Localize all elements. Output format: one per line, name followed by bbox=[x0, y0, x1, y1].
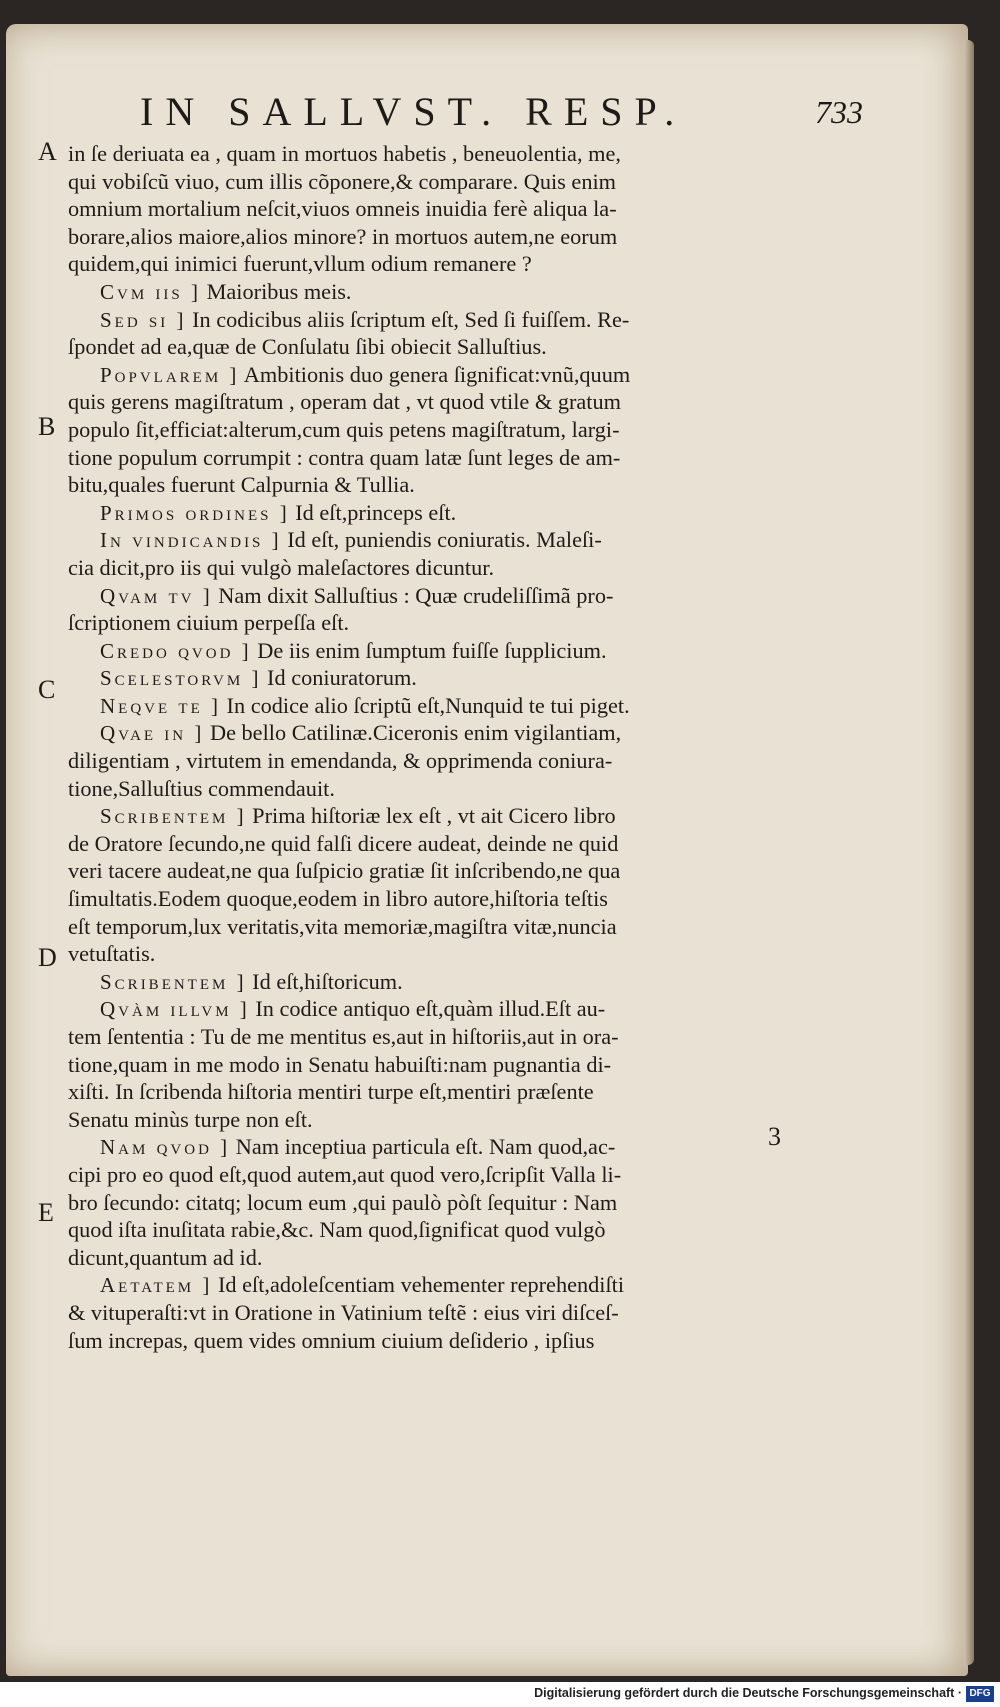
text-line bbox=[68, 1189, 748, 1217]
margin-letter-a: A bbox=[38, 137, 57, 166]
text-line bbox=[68, 995, 748, 1023]
line-text: Id eſt,hiſtoricum. bbox=[246, 968, 403, 994]
line-text: quis gerens magiſtratum , operam dat , vt quod vtile & gratum bbox=[68, 389, 621, 415]
line-text: tione,Salluſtius commendauit. bbox=[68, 775, 335, 801]
lemma: Qvàm illvm ] bbox=[100, 997, 250, 1022]
text-line bbox=[68, 830, 748, 858]
line-text: ſcriptionem ciuium perpeſſa eſt. bbox=[68, 610, 350, 636]
text-line bbox=[68, 471, 748, 499]
text-line bbox=[68, 582, 748, 610]
line-text: qui vobiſcũ viuo, cum illis cõponere,& comparare. Quis enim bbox=[68, 168, 617, 194]
line-text: Id coniuratorum. bbox=[261, 665, 417, 691]
lemma: Sed si ] bbox=[100, 307, 187, 332]
lemma: Credo qvod ] bbox=[100, 638, 252, 663]
line-text: & vituperaſti:vt in Oratione in Vatinium teſtẽ : eius viri diſceſ- bbox=[68, 1299, 619, 1325]
margin-letter-c: C bbox=[38, 675, 56, 704]
line-text: xiſti. In ſcribenda hiſtoria mentiri turpe eſt,mentiri præſente bbox=[68, 1079, 594, 1105]
text-line bbox=[68, 499, 748, 527]
page-number: 733 bbox=[815, 94, 863, 130]
text-line bbox=[68, 278, 748, 306]
text-line bbox=[68, 168, 748, 196]
line-text: cipi pro eo quod eſt,quod autem,aut quod vero,ſcripſit Valla li- bbox=[68, 1161, 622, 1187]
text-line bbox=[68, 1078, 748, 1106]
page-edge bbox=[964, 40, 974, 1665]
text-line bbox=[68, 857, 748, 885]
text-line bbox=[68, 306, 748, 334]
line-text: de Oratore ſecundo,ne quid falſi dicere audeat, deinde ne quid bbox=[68, 830, 619, 856]
lemma: Scelestorvm ] bbox=[100, 666, 262, 691]
line-text: Id eſt, puniendis coniuratis. Maleſi- bbox=[281, 527, 602, 553]
footer-credit: Digitalisierung gefördert durch die Deutsche Forschungsgemeinschaft · bbox=[534, 1686, 962, 1700]
text-line bbox=[68, 1161, 748, 1189]
text-line bbox=[68, 1299, 748, 1327]
lemma: Popvlarem ] bbox=[100, 362, 240, 387]
text-line bbox=[68, 692, 748, 720]
line-text: In codice antiquo eſt,quàm illud.Eſt au- bbox=[249, 996, 606, 1022]
line-text: tione,quam in me modo in Senatu habuiſti:nam pugnantia di- bbox=[68, 1051, 612, 1077]
text-line bbox=[68, 802, 748, 830]
text-line bbox=[68, 388, 748, 416]
line-text: eſt temporum,lux veritatis,vita memoriæ,magiſtra vitæ,nuncia bbox=[68, 913, 617, 939]
text-line bbox=[68, 968, 748, 996]
margin-mark: 3 bbox=[768, 1122, 781, 1151]
text-line bbox=[68, 444, 748, 472]
text-line bbox=[68, 1106, 748, 1134]
line-text: De bello Catilinæ.Ciceronis enim vigilantiam, bbox=[204, 720, 622, 746]
line-text: veri tacere audeat,ne qua ſuſpicio gratiæ ſit inſcribendo,ne qua bbox=[68, 858, 621, 884]
line-text: in ſe deriuata ea , quam in mortuos habetis , beneuolentia, me, bbox=[68, 141, 621, 166]
line-text: populo ſit,efficiat:alterum,cum quis petens magiſtratum, largi- bbox=[68, 416, 620, 442]
text-line bbox=[68, 526, 748, 554]
dfg-logo: DFG bbox=[966, 1686, 994, 1702]
line-text: ſum increpas, quem vides omnium ciuium deſiderio , ipſius bbox=[68, 1327, 595, 1353]
commentary-text bbox=[68, 140, 748, 1354]
lemma: Primos ordines ] bbox=[100, 500, 290, 525]
text-line bbox=[68, 609, 748, 637]
text-line bbox=[68, 719, 748, 747]
line-text: In codicibus aliis ſcriptum eſt, Sed ſi fuiſſem. Re- bbox=[186, 306, 630, 332]
text-line bbox=[68, 775, 748, 803]
line-text: ſpondet ad ea,quæ de Conſulatu ſibi obiecit Salluſtius. bbox=[68, 334, 547, 360]
text-line bbox=[68, 361, 748, 389]
lemma: Scribentem ] bbox=[100, 969, 247, 994]
line-text: bitu,quales fuerunt Calpurnia & Tullia. bbox=[68, 472, 415, 498]
line-text: quidem,qui inimici fuerunt,vllum odium remanere ? bbox=[68, 251, 532, 277]
text-line bbox=[68, 1023, 748, 1051]
line-text: Prima hiſtoriæ lex eſt , vt ait Cicero libro bbox=[246, 803, 616, 829]
footer-bar bbox=[0, 1682, 1000, 1707]
text-line bbox=[68, 250, 748, 278]
lemma: Scribentem ] bbox=[100, 804, 247, 829]
line-text: ſimultatis.Eodem quoque,eodem in libro autore,hiſtoria teſtis bbox=[68, 886, 608, 912]
line-text: De iis enim ſumptum fuiſſe ſupplicium. bbox=[251, 637, 607, 663]
text-line bbox=[68, 747, 748, 775]
line-text: bro ſecundo: citatq; locum eum ,qui paulò pòſt ſequitur : Nam bbox=[68, 1189, 618, 1215]
line-text: Nam dixit Salluſtius : Quæ crudeliſſimã pro- bbox=[212, 582, 614, 608]
text-line bbox=[68, 940, 748, 968]
text-line bbox=[68, 1244, 748, 1272]
text-line bbox=[68, 1051, 748, 1079]
text-line bbox=[68, 1327, 748, 1355]
lemma: Qvam tv ] bbox=[100, 583, 213, 608]
text-line bbox=[68, 913, 748, 941]
line-text: cia dicit,pro iis qui vulgò maleſactores dicuntur. bbox=[68, 554, 495, 580]
text-line bbox=[68, 223, 748, 251]
line-text: diligentiam , virtutem in emendanda, & opprimenda coniura- bbox=[68, 748, 613, 774]
text-line bbox=[68, 1271, 748, 1299]
margin-letter-e: E bbox=[38, 1198, 54, 1227]
margin-letter-d: D bbox=[38, 943, 57, 972]
line-text: In codice alio ſcriptũ eſt,Nunquid te tui piget. bbox=[220, 692, 630, 718]
lemma: Qvae in ] bbox=[100, 721, 205, 746]
line-text: borare,alios maiore,alios minore? in mortuos autem,ne eorum bbox=[68, 223, 618, 249]
text-line bbox=[68, 885, 748, 913]
lemma: Neqve te ] bbox=[100, 693, 221, 718]
text-line bbox=[68, 416, 748, 444]
lemma: In vindicandis ] bbox=[100, 528, 282, 553]
text-line bbox=[68, 1216, 748, 1244]
text-line bbox=[68, 637, 748, 665]
text-line bbox=[68, 333, 748, 361]
text-line bbox=[68, 140, 748, 168]
line-text: Senatu minùs turpe non eſt. bbox=[68, 1106, 313, 1132]
line-text: Ambitionis duo genera ſignificat:vnũ,quum bbox=[239, 361, 631, 387]
line-text: tione populum corrumpit : contra quam latæ ſunt leges de am- bbox=[68, 444, 621, 470]
running-title: IN SALLVST. RESP. bbox=[140, 89, 687, 134]
line-text: tem ſententia : Tu de me mentitus es,aut in hiſtoriis,aut in ora- bbox=[68, 1024, 619, 1049]
text-line bbox=[68, 1133, 748, 1161]
line-text: Maioribus meis. bbox=[201, 278, 352, 304]
line-text: omnium mortalium neſcit,viuos omneis inuidia ferè aliqua la- bbox=[68, 196, 617, 222]
lemma: Aetatem ] bbox=[100, 1273, 213, 1298]
line-text: Nam inceptiua particula eſt. Nam quod,ac- bbox=[230, 1134, 616, 1160]
line-text: vetuſtatis. bbox=[68, 941, 156, 967]
line-text: Id eſt,adoleſcentiam vehementer reprehendiſti bbox=[212, 1272, 625, 1298]
line-text: dicunt,quantum ad id. bbox=[68, 1244, 263, 1270]
lemma: Cvm iis ] bbox=[100, 279, 202, 304]
line-text: Id eſt,princeps eſt. bbox=[289, 499, 457, 525]
lemma: Nam qvod ] bbox=[100, 1135, 231, 1160]
margin-letter-b: B bbox=[38, 412, 56, 441]
text-line bbox=[68, 195, 748, 223]
text-line bbox=[68, 664, 748, 692]
text-line bbox=[68, 554, 748, 582]
line-text: quod iſta inuſitata rabie,&c. Nam quod,ſignificat quod vulgò bbox=[68, 1217, 606, 1243]
